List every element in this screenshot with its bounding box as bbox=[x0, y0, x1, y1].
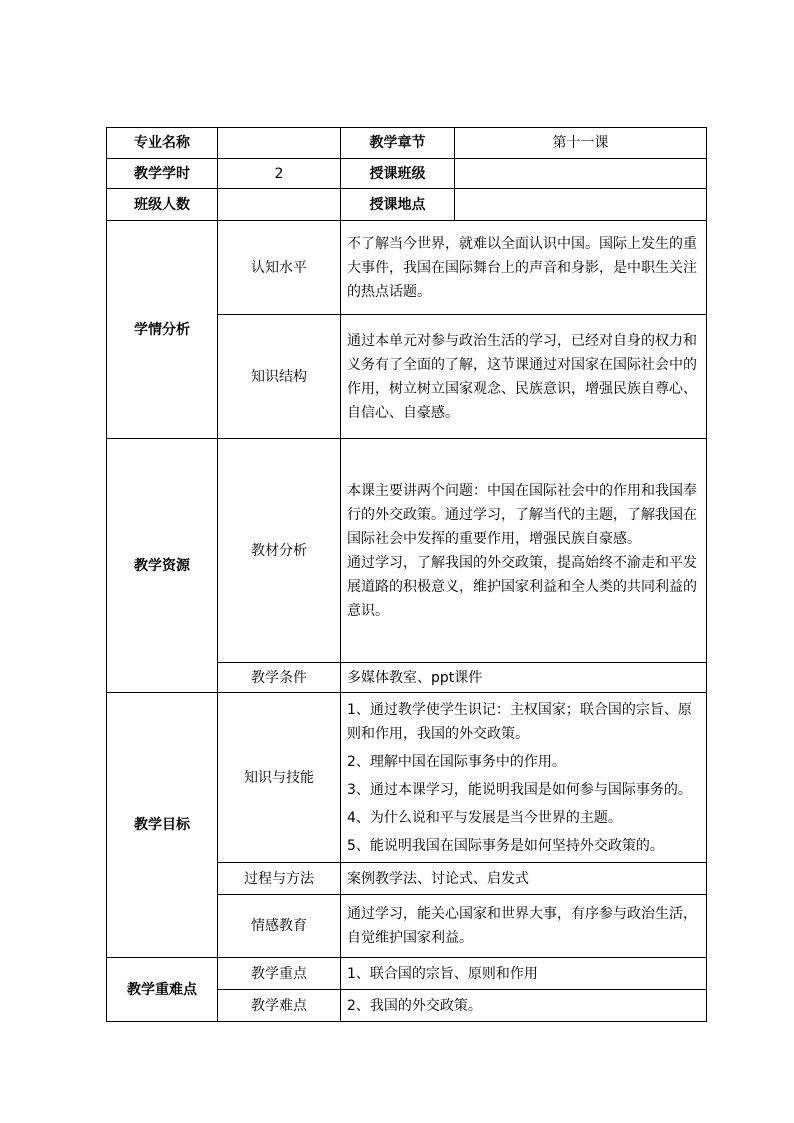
header-row-size bbox=[107, 189, 707, 221]
hours-label: 教学学时 bbox=[107, 159, 218, 189]
header-row-hours bbox=[107, 159, 707, 189]
teaching-conditions-text: 多媒体教室、ppt课件 bbox=[341, 663, 707, 693]
knowledge-structure-text: 通过本单元对参与政治生活的学习，已经对自身的权力和义务有了全面的了解，这节课通过对国家在国际社会中的作用，树立树立国家观念、民族意识，增强民族自尊心、自信心、自豪感。 bbox=[341, 315, 707, 439]
major-value bbox=[218, 128, 341, 159]
knowledge-skills-list bbox=[341, 693, 707, 863]
emotion-education-text: 通过学习，能关心国家和世界大事，有序参与政治生活，自觉维护国家利益。 bbox=[341, 895, 707, 958]
cognition-label: 认知水平 bbox=[218, 221, 341, 315]
student-analysis-title: 学情分析 bbox=[107, 221, 218, 439]
class-label: 授课班级 bbox=[341, 159, 455, 189]
skills-item: 3、通过本课学习，能说明我国是如何参与国际事务的。 bbox=[347, 781, 692, 798]
location-label: 授课地点 bbox=[341, 189, 455, 221]
teaching-focus-text: 1、联合国的宗旨、原则和作用 bbox=[341, 958, 707, 990]
teaching-focus-label: 教学重点 bbox=[218, 958, 341, 990]
skills-item: 1、通过教学使学生识记：主权国家；联合国的宗旨、原则和作用，我国的外交政策。 bbox=[347, 701, 692, 742]
knowledge-structure-label: 知识结构 bbox=[218, 315, 341, 439]
teaching-difficulty-label: 教学难点 bbox=[218, 990, 341, 1022]
resources-title: 教学资源 bbox=[107, 439, 218, 693]
textbook-paragraph-1: 本课主要讲两个问题：中国在国际社会中的作用和我国奉行的外交政策。通过学习，了解当代的主题，了解我国在国际社会中发挥的重要作用，增强民族自豪感。 bbox=[347, 482, 697, 547]
chapter-label: 教学章节 bbox=[341, 128, 455, 159]
knowledge-skills-label: 知识与技能 bbox=[218, 693, 341, 863]
header-row-major bbox=[107, 128, 707, 159]
major-label: 专业名称 bbox=[107, 128, 218, 159]
textbook-paragraph-2: 通过学习，了解我国的外交政策，提高始终不渝走和平发展道路的积极意义，维护国家利益和全人类的共同利益的意识。 bbox=[347, 554, 697, 619]
hours-value: 2 bbox=[218, 159, 341, 189]
textbook-row bbox=[107, 439, 707, 663]
skills-item: 5、能说明我国在国际事务是如何坚持外交政策的。 bbox=[347, 837, 664, 854]
process-method-label: 过程与方法 bbox=[218, 863, 341, 895]
class-size-label: 班级人数 bbox=[107, 189, 218, 221]
textbook-analysis-text bbox=[341, 439, 707, 663]
lesson-plan-table bbox=[106, 127, 707, 1022]
emotion-education-label: 情感教育 bbox=[218, 895, 341, 958]
textbook-analysis-label: 教材分析 bbox=[218, 439, 341, 663]
skills-row bbox=[107, 693, 707, 863]
class-value bbox=[455, 159, 707, 189]
cognition-row bbox=[107, 221, 707, 315]
chapter-value: 第十一课 bbox=[455, 128, 707, 159]
class-size-value bbox=[218, 189, 341, 221]
skills-item: 4、为什么说和平与发展是当今世界的主题。 bbox=[347, 809, 622, 826]
objectives-title: 教学目标 bbox=[107, 693, 218, 958]
focus-row bbox=[107, 958, 707, 990]
process-method-text: 案例教学法、讨论式、启发式 bbox=[341, 863, 707, 895]
skills-item: 2、理解中国在国际事务中的作用。 bbox=[347, 753, 566, 770]
location-value bbox=[455, 189, 707, 221]
cognition-text: 不了解当今世界，就难以全面认识中国。国际上发生的重大事件，我国在国际舞台上的声音和身影，是中职生关注的热点话题。 bbox=[341, 221, 707, 315]
key-points-title: 教学重难点 bbox=[107, 958, 218, 1022]
teaching-conditions-label: 教学条件 bbox=[218, 663, 341, 693]
teaching-difficulty-text: 2、我国的外交政策。 bbox=[341, 990, 707, 1022]
